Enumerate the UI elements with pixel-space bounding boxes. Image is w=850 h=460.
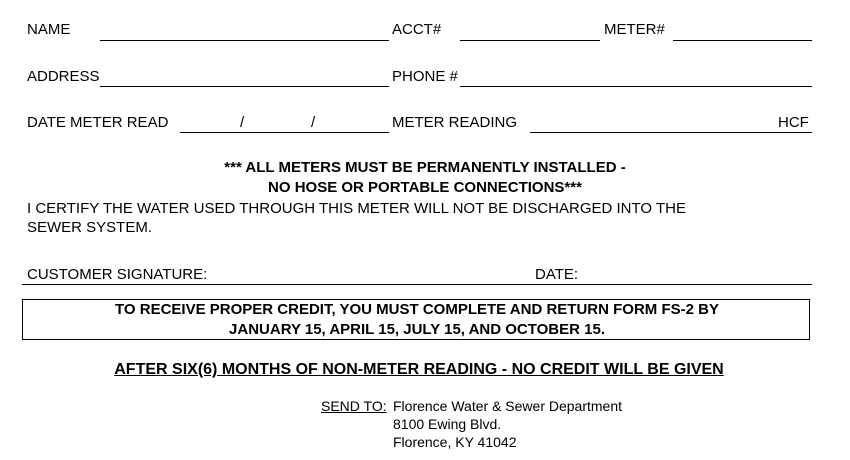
acct-field[interactable] (460, 22, 600, 40)
certification-line2: SEWER SYSTEM. (27, 219, 153, 236)
phone-underline (460, 86, 812, 87)
send-to-address-line: Florence, KY 41042 (393, 434, 517, 450)
signature-label: CUSTOMER SIGNATURE: (27, 266, 208, 283)
installation-notice-line2: NO HOSE OR PORTABLE CONNECTIONS*** (268, 179, 582, 196)
phone-label: PHONE # (392, 68, 458, 85)
acct-underline (460, 40, 600, 41)
name-underline (100, 40, 389, 41)
acct-label: ACCT# (392, 21, 442, 38)
address-field[interactable] (100, 68, 389, 86)
send-to-address-line: 8100 Ewing Blvd. (393, 416, 502, 432)
meter-underline (673, 40, 812, 41)
date-meter-read-underline (180, 132, 389, 133)
address-underline (100, 86, 389, 87)
meter-field[interactable] (673, 22, 812, 40)
credit-notice-line1: TO RECEIVE PROPER CREDIT, YOU MUST COMPLETE AND RETURN FORM FS-2 BY (115, 301, 719, 318)
send-to-label: SEND TO: (321, 398, 387, 414)
name-field[interactable] (100, 22, 389, 40)
date-separator: / (311, 114, 316, 131)
installation-notice-line1: *** ALL METERS MUST BE PERMANENTLY INSTALLED - (224, 159, 626, 176)
name-label: NAME (27, 21, 71, 38)
credit-notice-box (22, 299, 810, 340)
date-field[interactable] (582, 266, 812, 284)
send-to-address-line: Florence Water & Sewer Department (393, 398, 623, 414)
meter-reading-underline (530, 132, 812, 133)
signature-underline (22, 284, 812, 285)
date-separator: / (240, 114, 245, 131)
no-credit-warning: AFTER SIX(6) MONTHS OF NON-METER READING - NO CREDIT WILL BE GIVEN (114, 361, 724, 378)
address-label: ADDRESS (27, 68, 100, 85)
meter-reading-field[interactable] (530, 114, 775, 132)
certification-line1: I CERTIFY THE WATER USED THROUGH THIS METER WILL NOT BE DISCHARGED INTO THE (27, 200, 686, 217)
signature-field[interactable] (214, 266, 530, 284)
phone-field[interactable] (460, 68, 812, 86)
meter-label: METER# (604, 21, 665, 38)
hcf-unit-label: HCF (778, 114, 809, 131)
credit-notice-line2: JANUARY 15, APRIL 15, JULY 15, AND OCTOBER 15. (229, 321, 605, 338)
date-label: DATE: (535, 266, 579, 283)
date-meter-read-label: DATE METER READ (27, 114, 169, 131)
meter-reading-label: METER READING (392, 114, 518, 131)
date-meter-read-field[interactable] (180, 114, 389, 132)
